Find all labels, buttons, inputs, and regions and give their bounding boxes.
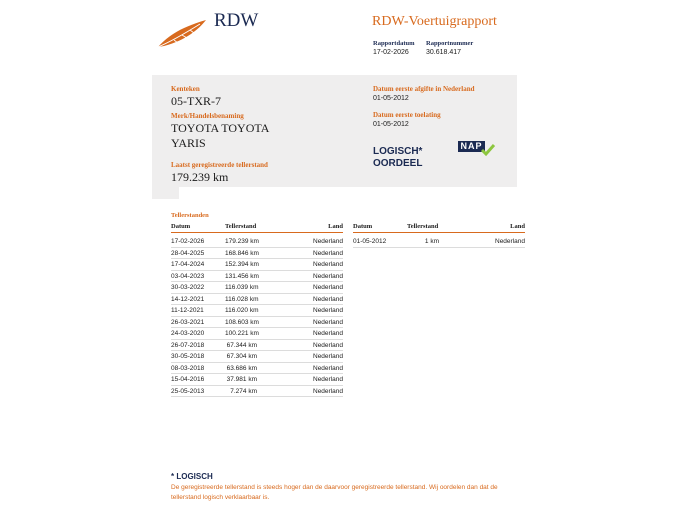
row-country: Nederland [313, 272, 343, 280]
make-value-line1: TOYOTA TOYOTA [171, 121, 270, 135]
row-reading: 7.274 km [230, 387, 257, 395]
row-country: Nederland [313, 284, 343, 291]
table-body [171, 233, 343, 397]
row-reading: 152.394 km [225, 261, 259, 268]
nap-logo [458, 141, 496, 157]
table-row [171, 259, 343, 271]
row-country: Nederland [313, 330, 343, 337]
row-country: Nederland [313, 249, 343, 257]
table-row [171, 317, 343, 329]
first-admission-label: Datum eerste toelating [373, 111, 441, 119]
row-reading: 67.304 km [226, 353, 257, 360]
vehicle-panel-notch [152, 187, 179, 199]
row-date: 30-03-2022 [171, 284, 205, 291]
first-admission-value: 01-05-2012 [373, 121, 409, 128]
table-header [353, 223, 525, 233]
footer-text-line2: tellerstand logisch verklaarbaar is. [171, 494, 270, 501]
header-date: Datum [353, 223, 373, 230]
header-reading: Tellerstand [407, 223, 439, 230]
table-row [171, 248, 343, 260]
row-reading: 116.020 km [225, 307, 259, 314]
table-row [171, 236, 343, 248]
row-reading: 168.846 km [225, 249, 259, 257]
table-row [171, 328, 343, 340]
plate-value: 05-TXR-7 [171, 94, 221, 108]
plate-label: Kenteken [171, 85, 200, 93]
row-reading: 63.686 km [226, 364, 257, 372]
table-row [171, 282, 343, 294]
report-date-label: Rapportdatum [373, 40, 415, 47]
report-date: 17-02-2026 [373, 49, 409, 56]
row-country: Nederland [313, 353, 343, 360]
row-country: Nederland [313, 376, 343, 383]
checkmark-icon [480, 143, 496, 157]
row-date: 01-05-2012 [353, 238, 387, 245]
row-reading: 1 km [424, 238, 439, 245]
row-reading: 116.039 km [225, 284, 259, 291]
header-country: Land [510, 223, 525, 230]
row-date: 30-05-2018 [171, 353, 205, 360]
table-row [171, 351, 343, 363]
row-date: 08-03-2018 [171, 364, 205, 372]
row-date: 17-04-2024 [171, 261, 205, 268]
row-date: 25-05-2013 [171, 387, 205, 395]
row-date: 24-03-2020 [171, 330, 205, 337]
row-country: Nederland [313, 341, 343, 349]
header-country: Land [328, 223, 343, 230]
row-reading: 116.028 km [225, 295, 259, 303]
report-number-label: Rapportnummer [426, 40, 474, 47]
table-row [171, 305, 343, 317]
row-date: 26-07-2018 [171, 341, 205, 349]
table-row [171, 294, 343, 306]
first-issue-nl-value: 01-05-2012 [373, 95, 409, 102]
odometer-table-left [171, 223, 343, 397]
table-row [171, 374, 343, 386]
row-reading: 108.603 km [225, 318, 259, 326]
row-reading: 100.221 km [225, 330, 259, 337]
table-row [353, 236, 525, 248]
row-date: 28-04-2025 [171, 249, 205, 257]
row-country: Nederland [313, 318, 343, 326]
row-date: 26-03-2021 [171, 318, 205, 326]
row-reading: 37.981 km [226, 376, 257, 383]
row-date: 03-04-2023 [171, 272, 205, 280]
row-reading: 179.239 km [225, 238, 259, 245]
verdict-line2: OORDEEL [373, 158, 423, 169]
row-country: Nederland [313, 238, 343, 245]
odometer-title: Tellerstanden [171, 212, 209, 219]
table-header [171, 223, 343, 233]
table-body [353, 233, 525, 248]
make-label: Merk/Handelsbenaming [171, 112, 244, 120]
report-title: RDW-Voertuigrapport [372, 14, 497, 29]
row-reading: 131.456 km [225, 272, 259, 280]
last-odometer-label: Laatst geregistreerde tellerstand [171, 161, 268, 169]
rdw-logo [156, 16, 208, 50]
make-value-line2: YARIS [171, 136, 206, 150]
table-row [171, 340, 343, 352]
row-country: Nederland [313, 295, 343, 303]
row-country: Nederland [313, 261, 343, 268]
row-reading: 67.344 km [226, 341, 257, 349]
first-issue-nl-label: Datum eerste afgifte in Nederland [373, 85, 475, 93]
footer-title: * LOGISCH [171, 472, 213, 481]
odometer-table-right [353, 223, 525, 248]
table-row [171, 386, 343, 398]
nap-logo-text: NAP [460, 141, 483, 151]
rdw-feather-icon [156, 16, 208, 50]
row-country: Nederland [313, 364, 343, 372]
report-number: 30.618.417 [426, 49, 462, 56]
table-row [171, 363, 343, 375]
row-country: Nederland [313, 387, 343, 395]
row-country: Nederland [495, 238, 525, 245]
table-row [171, 271, 343, 283]
header-date: Datum [171, 223, 191, 230]
footer-text-line1: De geregistreerde tellerstand is steeds hoger dan de daarvoor geregistreerde tellerstand. Wij oordelen dan dat de [171, 484, 498, 491]
row-date: 14-12-2021 [171, 295, 205, 303]
logo-text: RDW [214, 10, 259, 31]
row-country: Nederland [313, 307, 343, 314]
row-date: 11-12-2021 [171, 307, 204, 314]
last-odometer-value: 179.239 km [171, 170, 229, 184]
verdict-line1: LOGISCH* [373, 146, 423, 157]
row-date: 15-04-2016 [171, 376, 205, 383]
header-reading: Tellerstand [225, 223, 257, 230]
row-date: 17-02-2026 [171, 238, 205, 245]
